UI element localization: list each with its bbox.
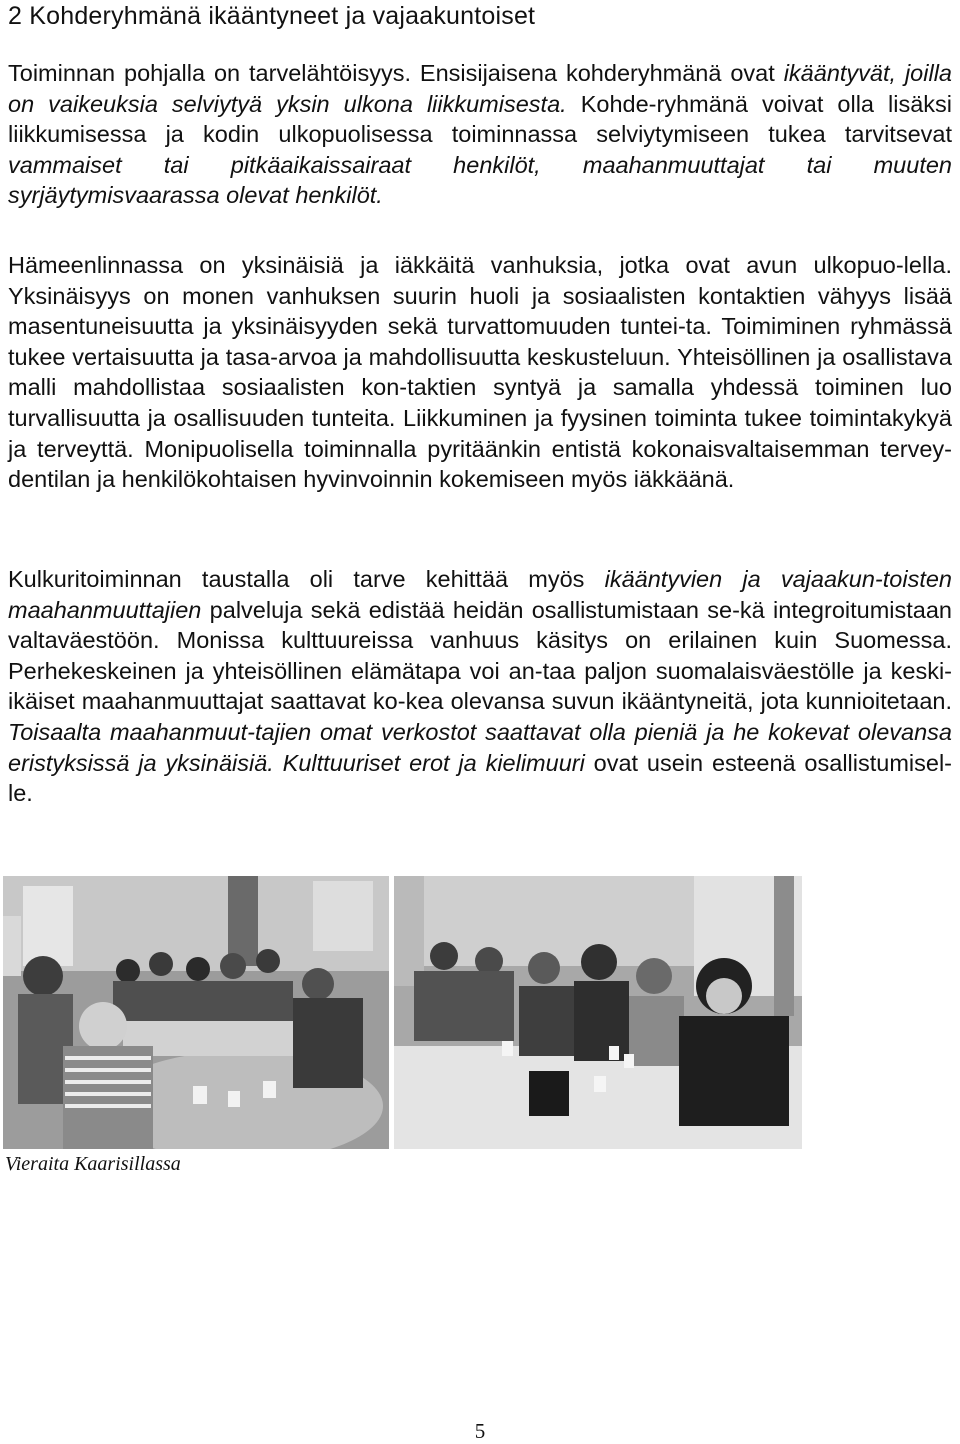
paragraph-italic-text: ikääntyvien ja vajaakun-toisten maahanmuuttajien [8, 566, 952, 623]
section-heading: 2 Kohderyhmänä ikääntyneet ja vajaakuntoiset [8, 2, 536, 30]
paragraph-text: Toiminnan pohjalla on tarvelähtöisyys. Ensisijaisena kohderyhmänä ovat [8, 60, 784, 86]
photo-caption: Vieraita Kaarisillassa [5, 1153, 181, 1175]
paragraph-text: ovat usein esteenä osallistumisel-le. [8, 749, 952, 807]
paragraph-immigrants [8, 564, 952, 809]
paragraph-loneliness: Hämeenlinnassa on yksinäisiä ja iäkkäitä vanhuksia, jotka ovat avun ulkopuo-lella. Yksinäisyys on monen vanhuksen suurin huoli ja sosiaalisten kontaktien vähyys lisää masentuneisuutta ja yksinäisyyden sekä turvattomuuden tuntei-ta. Toimiminen ryhmässä tukee vertaisuutta ja tasa-arvoa ja mahdollisuutta keskusteluun. Yhteisöllinen ja osallistava malli mahdollistaa sosiaalisten kon-taktien syntyä ja samalla yhdessä toiminen luo turvallisuutta ja osallisuuden tunteita. Liikkuminen ja fyysinen toiminta tukee toimintakykyä ja terveyttä. Monipuolisella toiminnalla pyritäänkin entistä kokonaisvaltaisemman tervey-dentilan ja henkilökohtaisen hyvinvoinnin kokemiseen myös iäkkäänä. [8, 252, 952, 493]
paragraph-text: Kulkuritoiminnan taustalla oli tarve kehittää myös [8, 566, 605, 592]
paragraph-text: palveluja sekä edistää heidän osallistumistaan se-kä integroitumistaan valtaväestöön. Monissa kulttuureissa vanhuus käsitys on erilainen kuin Suomessa. Perhekeskeinen ja yhteisöllinen elämätapa voi an-taa paljon suomalaisväestölle ja keski-ikäiset maahanmuuttajat saattavat ko-kea olevansa suvun ikääntyneitä, jota kunnioitetaan. [8, 596, 952, 715]
paragraph-italic-text: ikääntyvät, joilla on vaikeuksia selviytyä yksin ulkona liikkumisesta. [8, 60, 952, 117]
paragraph-text: Kohde-ryhmänä voivat olla lisäksi liikkumisessa ja kodin ulkopuolisessa toiminnassa selviytymiseen tukea tarvitsevat [8, 90, 952, 148]
page-number: 5 [474, 1419, 486, 1443]
photo-group-smiling [394, 876, 802, 1149]
photo-group-at-table [3, 876, 389, 1149]
paragraph-target-group [8, 58, 952, 211]
paragraph-italic-text: Toisaalta maahanmuut-tajien omat verkostot saattavat olla pieniä ja he kokevat olevansa eristyksissä ja yksinäisiä. Kulttuuriset erot ja kielimuuri [8, 718, 952, 776]
paragraph-italic-text: vammaiset tai pitkäaikaissairaat henkilöt, maahanmuuttajat tai muuten syrjäytymisvaarassa olevat henkilöt. [8, 151, 952, 209]
